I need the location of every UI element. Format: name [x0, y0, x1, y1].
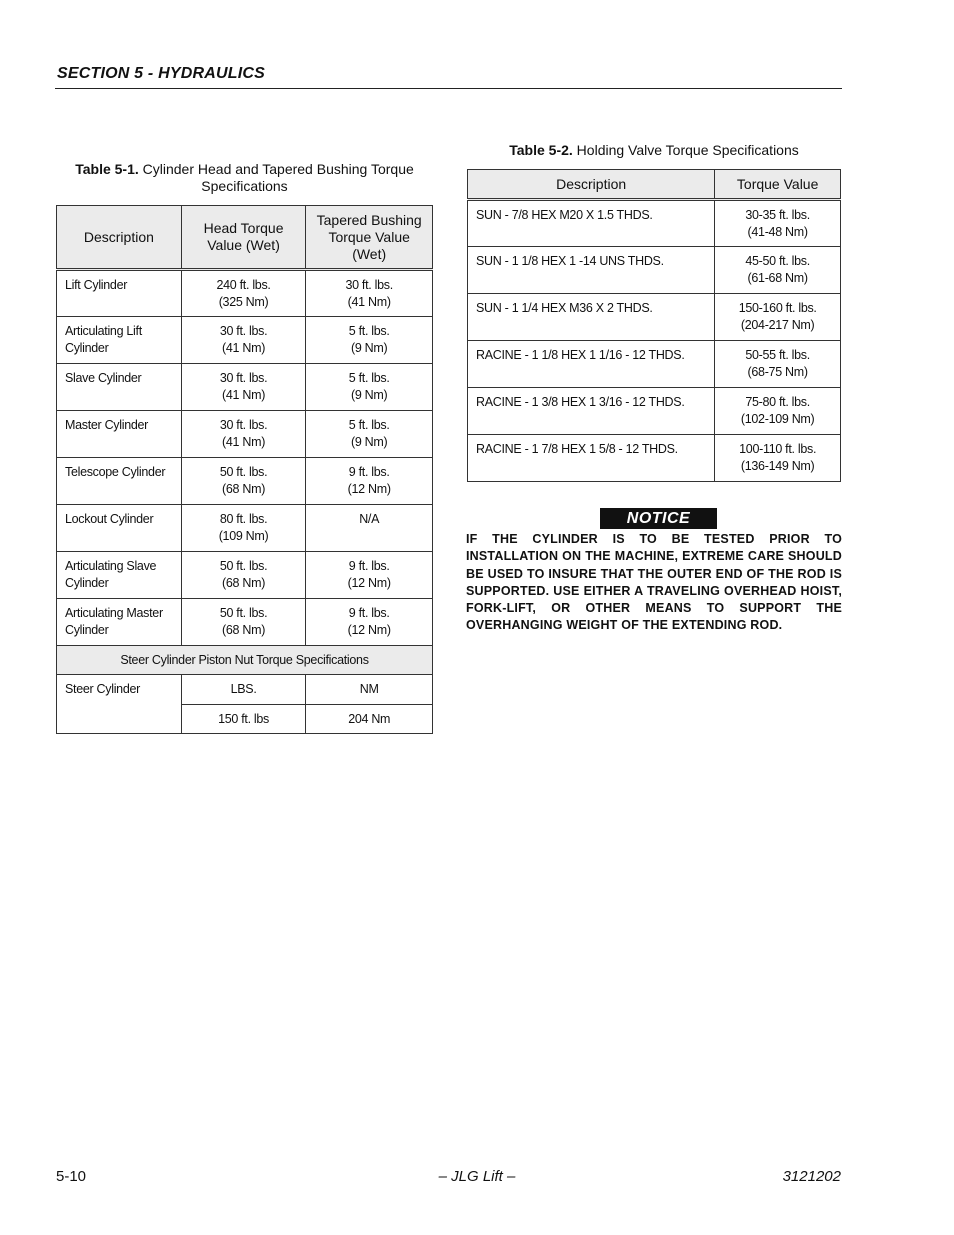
row-description: Lockout Cylinder	[57, 505, 182, 552]
row-description: Articulating Lift Cylinder	[57, 317, 182, 364]
table-row	[57, 552, 433, 599]
value-nm: (68 Nm)	[222, 576, 266, 590]
header-divider	[55, 88, 842, 89]
value-lbs: 30 ft. lbs.	[219, 371, 268, 385]
head-torque-cell	[181, 270, 306, 317]
table-row	[57, 317, 433, 364]
steer-value-lbs: 150 ft. lbs	[181, 705, 306, 734]
head-torque-cell	[181, 317, 306, 364]
head-torque-cell	[181, 599, 306, 646]
value-nm: (102-109 Nm)	[740, 412, 815, 426]
table2-col-torque: Torque Value	[715, 170, 841, 200]
table1-col-head-torque: Head Torque Value (Wet)	[181, 206, 306, 270]
document-number: 3121202	[782, 1168, 841, 1185]
value-lbs: 50 ft. lbs.	[219, 559, 268, 573]
value-nm: (41 Nm)	[222, 388, 266, 402]
bushing-torque-cell	[306, 317, 433, 364]
value-nm: (68-75 Nm)	[747, 365, 808, 379]
bushing-torque-cell	[306, 458, 433, 505]
value-nm: (9 Nm)	[350, 341, 388, 355]
value-lbs: 9 ft. lbs.	[348, 465, 390, 479]
table1-col-bushing-torque: Tapered Bushing Torque Value (Wet)	[306, 206, 433, 270]
value-lbs: 45-50 ft. lbs.	[745, 254, 810, 268]
section-title: SECTION 5 - HYDRAULICS	[57, 65, 265, 82]
row-description: Slave Cylinder	[57, 364, 182, 411]
table-row	[468, 435, 841, 482]
table-row	[57, 458, 433, 505]
notice-badge: NOTICE	[600, 508, 717, 529]
value-lbs: 30 ft. lbs.	[345, 278, 393, 292]
table-row	[57, 599, 433, 646]
table-row	[468, 341, 841, 388]
torque-cell	[715, 388, 841, 435]
value-nm: (136-149 Nm)	[740, 459, 815, 473]
steer-unit-lbs: LBS.	[181, 675, 306, 705]
head-torque-cell	[181, 552, 306, 599]
head-torque-cell	[181, 505, 306, 552]
row-description: Articulating Master Cylinder	[57, 599, 182, 646]
value-nm: (68 Nm)	[222, 482, 266, 496]
table1-caption	[56, 161, 433, 195]
head-torque-cell	[181, 411, 306, 458]
steer-unit-nm: NM	[306, 675, 433, 705]
torque-cell	[715, 294, 841, 341]
row-description: Master Cylinder	[57, 411, 182, 458]
table-row	[57, 505, 433, 552]
value-nm: (61-68 Nm)	[747, 271, 808, 285]
valve-description: RACINE - 1 1/8 HEX 1 1/16 - 12 THDS.	[468, 341, 715, 388]
value-na: N/A	[359, 512, 380, 526]
value-lbs: 9 ft. lbs.	[348, 606, 390, 620]
value-nm: (68 Nm)	[222, 623, 266, 637]
value-lbs: 5 ft. lbs.	[348, 324, 390, 338]
bushing-torque-cell	[306, 364, 433, 411]
value-nm: (204-217 Nm)	[740, 318, 815, 332]
table2-caption-label: Table 5-2.	[509, 142, 573, 158]
torque-cell	[715, 435, 841, 482]
value-nm: (12 Nm)	[347, 576, 391, 590]
valve-description: RACINE - 1 7/8 HEX 1 5/8 - 12 THDS.	[468, 435, 715, 482]
value-lbs: 5 ft. lbs.	[348, 418, 390, 432]
value-nm: (325 Nm)	[218, 295, 269, 309]
steer-section-heading: Steer Cylinder Piston Nut Torque Specifications	[57, 646, 433, 675]
table-row	[57, 270, 433, 317]
table1-caption-text: Cylinder Head and Tapered Bushing Torque Specifications	[138, 161, 414, 194]
head-torque-cell	[181, 458, 306, 505]
value-lbs: 50-55 ft. lbs.	[745, 348, 810, 362]
table2-caption	[467, 142, 841, 159]
valve-description: SUN - 7/8 HEX M20 X 1.5 THDS.	[468, 200, 715, 247]
value-lbs: 30 ft. lbs.	[219, 324, 268, 338]
table-row	[468, 247, 841, 294]
table-row	[57, 364, 433, 411]
cylinder-torque-table	[56, 205, 433, 734]
value-lbs: 75-80 ft. lbs.	[745, 395, 810, 409]
value-lbs: 30 ft. lbs.	[219, 418, 268, 432]
table1-col-description: Description	[57, 206, 182, 270]
value-lbs: 240 ft. lbs.	[216, 278, 271, 292]
value-lbs: 9 ft. lbs.	[348, 559, 390, 573]
value-nm: (41 Nm)	[222, 341, 266, 355]
value-lbs: 80 ft. lbs.	[219, 512, 268, 526]
holding-valve-torque-table	[467, 169, 841, 482]
value-nm: (9 Nm)	[350, 435, 388, 449]
torque-cell	[715, 200, 841, 247]
torque-cell	[715, 341, 841, 388]
head-torque-cell	[181, 364, 306, 411]
value-lbs: 150-160 ft. lbs.	[738, 301, 817, 315]
steer-value-nm: 204 Nm	[306, 705, 433, 734]
valve-description: RACINE - 1 3/8 HEX 1 3/16 - 12 THDS.	[468, 388, 715, 435]
table2-col-description: Description	[468, 170, 715, 200]
value-lbs: 50 ft. lbs.	[219, 606, 268, 620]
value-lbs: 30-35 ft. lbs.	[745, 208, 810, 222]
table-row	[468, 294, 841, 341]
value-nm: (12 Nm)	[347, 482, 391, 496]
valve-description: SUN - 1 1/8 HEX 1 -14 UNS THDS.	[468, 247, 715, 294]
steer-description: Steer Cylinder	[57, 675, 182, 734]
table1-caption-label: Table 5-1.	[75, 161, 139, 177]
value-nm: (41 Nm)	[347, 295, 391, 309]
bushing-torque-cell	[306, 552, 433, 599]
table-row	[57, 646, 433, 675]
value-nm: (9 Nm)	[350, 388, 388, 402]
torque-cell	[715, 247, 841, 294]
value-nm: (41 Nm)	[222, 435, 266, 449]
notice-text: IF THE CYLINDER IS TO BE TESTED PRIOR TO INSTALLATION ON THE MACHINE, EXTREME CARE SHOULD BE USED TO INSURE THAT THE OUTER END OF THE ROD IS SUPPORTED. USE EITHER A TRAVELING OVERHEAD HOIST, FORK-LIFT, OR OTHER MEANS TO SUPPORT THE OVERHANGING WEIGHT OF THE EXTENDING ROD.	[466, 532, 842, 633]
bushing-torque-cell	[306, 270, 433, 317]
footer-brand: – JLG Lift –	[438, 1168, 516, 1185]
table-row	[57, 411, 433, 458]
table-row	[468, 388, 841, 435]
value-lbs: 5 ft. lbs.	[348, 371, 390, 385]
table-row	[468, 200, 841, 247]
value-nm: (41-48 Nm)	[747, 225, 808, 239]
bushing-torque-cell	[306, 505, 433, 552]
page-number: 5-10	[56, 1168, 87, 1185]
table2-caption-text: Holding Valve Torque Specifications	[572, 142, 799, 158]
row-description: Articulating Slave Cylinder	[57, 552, 182, 599]
table-row	[57, 675, 433, 705]
bushing-torque-cell	[306, 599, 433, 646]
row-description: Lift Cylinder	[57, 270, 182, 317]
value-nm: (12 Nm)	[347, 623, 391, 637]
bushing-torque-cell	[306, 411, 433, 458]
value-lbs: 50 ft. lbs.	[219, 465, 268, 479]
value-nm: (109 Nm)	[218, 529, 269, 543]
value-lbs: 100-110 ft. lbs.	[739, 442, 817, 456]
valve-description: SUN - 1 1/4 HEX M36 X 2 THDS.	[468, 294, 715, 341]
row-description: Telescope Cylinder	[57, 458, 182, 505]
